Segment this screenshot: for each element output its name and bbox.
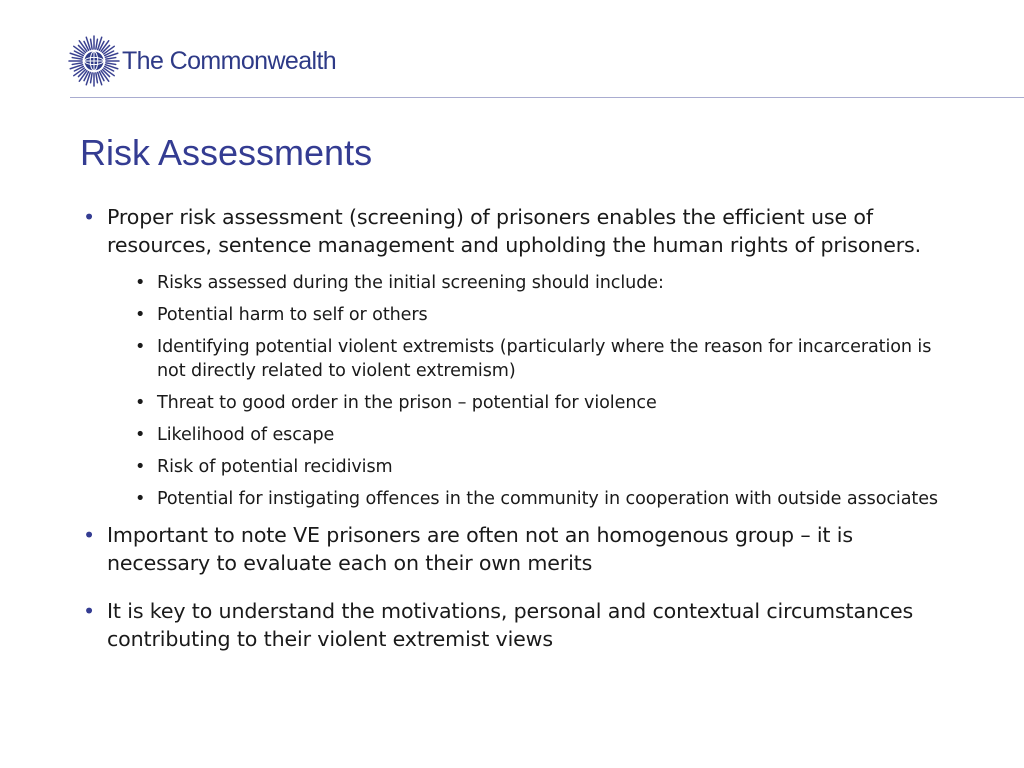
logo-ray xyxy=(91,73,93,83)
bullet-text: Proper risk assessment (screening) of prisoners enables the efficient use of resources, sentence management and upholding the human rights of prisoners. xyxy=(107,205,922,257)
sub-bullet-item: • Potential for instigating offences in the community in cooperation with outside associates xyxy=(131,487,960,511)
commonwealth-globe-icon xyxy=(68,35,120,87)
bullet-item: • It is key to understand the motivations, personal and contextual circumstances contributing to their violent extremist views xyxy=(80,597,960,653)
header-divider xyxy=(70,97,1024,98)
logo-ray xyxy=(72,58,82,60)
logo-ray xyxy=(106,63,116,65)
sub-bullet-item: • Threat to good order in the prison – potential for violence xyxy=(131,391,960,415)
logo-ray xyxy=(96,39,98,49)
logo-ray xyxy=(96,73,98,83)
sub-bullet-item: • Risk of potential recidivism xyxy=(131,455,960,479)
sub-bullet-item: • Potential harm to self or others xyxy=(131,303,960,327)
logo-ray xyxy=(106,58,116,60)
brand-name: The Commonwealth xyxy=(122,46,337,75)
slide-body xyxy=(80,203,960,653)
bullet-list xyxy=(80,203,960,653)
sub-bullet-item: • Identifying potential violent extremists (particularly where the reason for incarceration is not directly related to violent extremism) xyxy=(131,335,960,383)
sub-bullet-item: • Likelihood of escape xyxy=(131,423,960,447)
bullet-item xyxy=(80,203,960,511)
logo-ray xyxy=(91,39,93,49)
sub-bullet-list xyxy=(131,271,960,511)
slide-title: Risk Assessments xyxy=(80,132,373,173)
header xyxy=(68,33,336,89)
logo-ray xyxy=(72,63,82,65)
bullet-item: • Important to note VE prisoners are often not an homogenous group – it is necessary to evaluate each on their own merits xyxy=(80,521,960,577)
sub-bullet-item: • Risks assessed during the initial screening should include: xyxy=(131,271,960,295)
